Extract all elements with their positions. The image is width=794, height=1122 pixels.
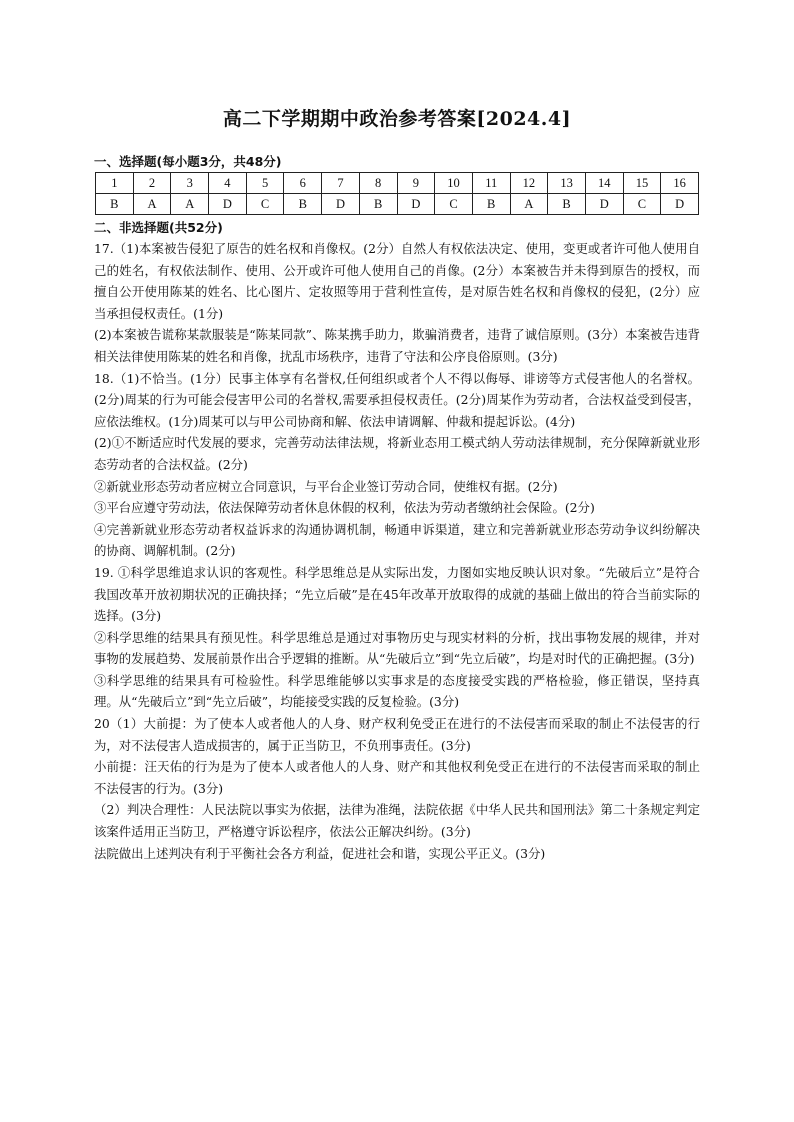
answer-cell: D <box>585 194 623 215</box>
question-number-cell: 5 <box>246 173 284 194</box>
question-number-cell: 11 <box>472 173 510 194</box>
question-number-cell: 12 <box>510 173 548 194</box>
answer-paragraph: ③平台应遵守劳动法，依法保障劳动者休息休假的权利，依法为劳动者缴纳社会保险。(2分) <box>94 500 595 516</box>
question-number-cell: 6 <box>284 173 322 194</box>
question-number-cell: 9 <box>397 173 435 194</box>
answer-cell: A <box>171 194 209 215</box>
answer-paragraph: 17.（1)本案被告侵犯了原告的姓名权和肖像权。(2分）自然人有权依法决定、使用，变更或者许可他人使用自己的姓名，有权依法制作、使用、公开或许可他人使用自己的肖像。(2分）本案被告并未得到原告的授权，而擅自公开使用陈某的姓名、比心图片、定妆照等用于营利性宣传，是对原告姓名权和肖像权的侵犯，(2分）应当承担侵权责任。(1分) <box>94 241 700 321</box>
section-1-heading: 一、选择题(每小题3分，共48分) <box>94 154 282 169</box>
answer-cell: B <box>359 194 397 215</box>
answer-cell: C <box>246 194 284 215</box>
answer-body <box>94 238 700 864</box>
answer-cell: B <box>96 194 134 215</box>
answer-cell: D <box>209 194 247 215</box>
question-number-cell: 13 <box>548 173 586 194</box>
answer-paragraph: (2)本案被告谎称某款服装是“陈某同款”、陈某携手助力，欺骗消费者，违背了诚信原则。(3分）本案被告违背相关法律使用陈某的姓名和肖像，扰乱市场秩序，违背了守法和公序良俗原则。(3分) <box>94 327 700 364</box>
answer-paragraph: ②新就业形态劳动者应树立合同意识，与平台企业签订劳动合同，使维权有据。(2分) <box>94 478 558 494</box>
question-number-cell: 8 <box>359 173 397 194</box>
answer-paragraph: 19. ①科学思维追求认识的客观性。科学思维总是从实际出发，力图如实地反映认识对象。“先破后立”是符合我国改革开放初期状况的正确抉择；“先立后破”是在45年改革开放取得的成就的基础上做出的符合当前实际的选择。(3分) <box>94 564 700 624</box>
question-number-cell: 7 <box>322 173 360 194</box>
answer-paragraph: 18.（1)不恰当。(1分）民事主体享有名誉权,任何组织或者个人不得以侮辱、诽谤等方式侵害他人的名誉权。(2分)周某的行为可能会侵害甲公司的名誉权,需要承担侵权责任。(2分)周某作为劳动者，合法权益受到侵害，应依法维权。(1分)周某可以与甲公司协商和解、依法申请调解、仲裁和提起诉讼。(4分) <box>94 370 700 429</box>
question-number-cell: 14 <box>585 173 623 194</box>
answer-paragraph: (2)①不断适应时代发展的要求，完善劳动法律法规，将新业态用工模式纳人劳动法律规制，充分保障新就业形态劳动者的合法权益。(2分) <box>94 435 700 472</box>
answer-cell: C <box>623 194 661 215</box>
answer-cell: B <box>548 194 586 215</box>
answer-cell: D <box>661 194 699 215</box>
answer-paragraph: 法院做出上述判决有利于平衡社会各方利益，促进社会和谐，实现公平正义。(3分) <box>94 845 546 861</box>
answer-paragraph: （2）判决合理性：人民法院以事实为依据，法律为准绳，法院依据《中华人民共和国刑法》第二十条规定判定该案件适用正当防卫，严格遵守诉讼程序，依法公正解决纠纷。(3分) <box>94 802 700 840</box>
answer-cell: A <box>133 194 171 215</box>
question-number-cell: 15 <box>623 173 661 194</box>
question-number-cell: 4 <box>209 173 247 194</box>
answer-paragraph: ②科学思维的结果具有预见性。科学思维总是通过对事物历史与现实材料的分析，找出事物发展的规律，并对事物的发展趋势、发展前景作出合乎逻辑的推断。从“先破后立”到“先立后破”，均是对时代的正确把握。(3分) <box>94 629 700 667</box>
answer-row <box>96 194 699 215</box>
question-number-cell: 3 <box>171 173 209 194</box>
answer-cell: A <box>510 194 548 215</box>
answer-cell: C <box>435 194 473 215</box>
question-number-cell: 1 <box>96 173 134 194</box>
section-2-heading: 二、非选择题(共52分) <box>94 220 223 235</box>
answer-paragraph: ③科学思维的结果具有可检验性。科学思维能够以实事求是的态度接受实践的严格检验，修正错误，坚持真理。从“先破后立”到“先立后破”，均能接受实践的反复检验。(3分) <box>94 672 700 710</box>
answer-paragraph: 20（1）大前提：为了使本人或者他人的人身、财产权利免受正在进行的不法侵害而采取的制止不法侵害的行为，对不法侵害人造成损害的，属于正当防卫，不负刑事责任。(3分) <box>94 716 700 753</box>
answer-table <box>95 172 699 215</box>
question-number-row <box>96 173 699 194</box>
answer-paragraph: ④完善新就业形态劳动者权益诉求的沟通协调机制，畅通申诉渠道，建立和完善新就业形态劳动争议纠纷解决的协商、调解机制。(2分) <box>94 521 700 559</box>
answer-cell: D <box>322 194 360 215</box>
page-title: 高二下学期期中政治参考答案[2024.4] <box>222 108 572 130</box>
answer-paragraph: 小前提：汪天佑的行为是为了使本人或者他人的人身、财产和其他权利免受正在进行的不法侵害而采取的制止不法侵害的行为。(3分) <box>94 759 700 796</box>
question-number-cell: 16 <box>661 173 699 194</box>
answer-cell: B <box>472 194 510 215</box>
answer-cell: D <box>397 194 435 215</box>
answer-cell: B <box>284 194 322 215</box>
question-number-cell: 2 <box>133 173 171 194</box>
question-number-cell: 10 <box>435 173 473 194</box>
